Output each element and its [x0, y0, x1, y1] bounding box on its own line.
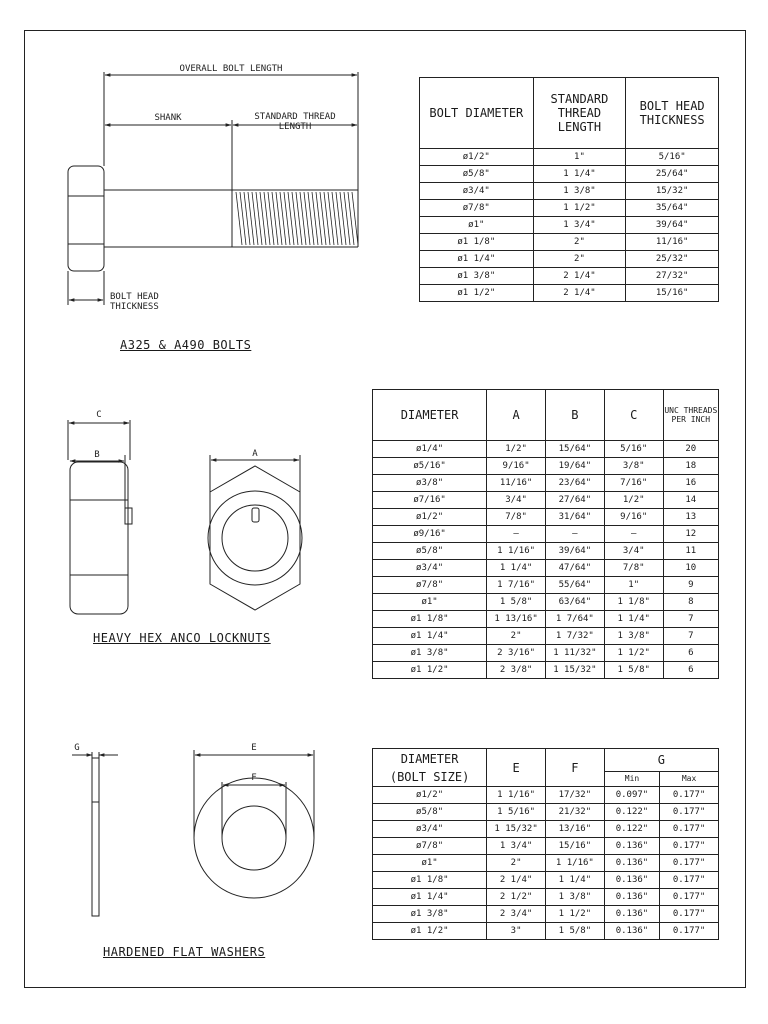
washer-dimensions-table	[372, 748, 719, 940]
cell-e: 1 3/4"	[487, 838, 546, 855]
cell-g-max: 0.177"	[660, 872, 719, 889]
dim-c: C	[96, 410, 102, 420]
cell-thread-length: 1 3/4"	[533, 217, 626, 234]
cell-f: 1 1/4"	[545, 872, 604, 889]
header-bolt-diameter: BOLT DIAMETER	[420, 78, 534, 149]
dim-e: E	[251, 743, 257, 753]
cell-thread-length: 2 1/4"	[533, 268, 626, 285]
cell-c: 1/2"	[604, 492, 663, 509]
cell-unc-threads: 9	[663, 577, 718, 594]
header-diameter-line2: (BOLT SIZE)	[389, 769, 470, 784]
cell-unc-threads: 7	[663, 628, 718, 645]
table-row	[373, 804, 719, 821]
cell-c: –	[604, 526, 663, 543]
table-row	[373, 821, 719, 838]
cell-b: 23/64"	[545, 475, 604, 492]
dim-thread-length-line1: STANDARD THREAD	[254, 112, 336, 122]
cell-diameter: ø1 1/8"	[373, 611, 487, 628]
cell-f: 15/16"	[545, 838, 604, 855]
cell-a: 11/16"	[487, 475, 546, 492]
table-row	[373, 787, 719, 804]
cell-diameter: ø1 1/8"	[420, 234, 534, 251]
table-row	[373, 594, 719, 611]
cell-head-thickness: 35/64"	[626, 200, 719, 217]
cell-unc-threads: 12	[663, 526, 718, 543]
cell-unc-threads: 7	[663, 611, 718, 628]
cell-e: 1 15/32"	[487, 821, 546, 838]
table-row	[420, 268, 719, 285]
cell-e: 2 1/2"	[487, 889, 546, 906]
header-c: C	[604, 390, 663, 441]
table-row	[420, 217, 719, 234]
cell-diameter: ø1 3/8"	[373, 906, 487, 923]
cell-head-thickness: 27/32"	[626, 268, 719, 285]
cell-diameter: ø1 1/4"	[373, 628, 487, 645]
table-row	[420, 200, 719, 217]
cell-c: 3/8"	[604, 458, 663, 475]
cell-diameter: ø1/2"	[420, 149, 534, 166]
header-unc-threads: UNC THREADS PER INCH	[663, 390, 718, 441]
cell-diameter: ø1 3/8"	[420, 268, 534, 285]
cell-f: 1 5/8"	[545, 923, 604, 940]
cell-g-max: 0.177"	[660, 906, 719, 923]
cell-a: 1 5/8"	[487, 594, 546, 611]
cell-g-min: 0.122"	[604, 821, 659, 838]
cell-f: 1 1/16"	[545, 855, 604, 872]
table-row	[420, 285, 719, 302]
table-row	[373, 855, 719, 872]
cell-c: 7/8"	[604, 560, 663, 577]
washer-side-view	[72, 752, 118, 916]
cell-g-max: 0.177"	[660, 889, 719, 906]
cell-b: 15/64"	[545, 441, 604, 458]
header-b: B	[545, 390, 604, 441]
cell-thread-length: 1 1/4"	[533, 166, 626, 183]
cell-diameter: ø3/4"	[373, 560, 487, 577]
dim-a: A	[252, 449, 258, 459]
washer-section-title: HARDENED FLAT WASHERS	[103, 945, 266, 959]
cell-g-max: 0.177"	[660, 838, 719, 855]
dim-b: B	[94, 450, 100, 460]
table-row	[420, 251, 719, 268]
table-row	[373, 526, 719, 543]
cell-f: 1 3/8"	[545, 889, 604, 906]
table-row	[373, 458, 719, 475]
cell-diameter: ø1"	[373, 855, 487, 872]
cell-unc-threads: 13	[663, 509, 718, 526]
table-row	[373, 906, 719, 923]
cell-diameter: ø5/8"	[420, 166, 534, 183]
cell-diameter: ø7/16"	[373, 492, 487, 509]
bolt-threads	[236, 192, 358, 245]
table-row	[420, 234, 719, 251]
cell-head-thickness: 11/16"	[626, 234, 719, 251]
table-row	[420, 149, 719, 166]
cell-b: 1 7/32"	[545, 628, 604, 645]
cell-unc-threads: 6	[663, 645, 718, 662]
table-row	[373, 492, 719, 509]
cell-e: 3"	[487, 923, 546, 940]
bolt-section-title: A325 & A490 BOLTS	[120, 338, 252, 352]
cell-b: 19/64"	[545, 458, 604, 475]
table-header-row	[373, 749, 719, 772]
cell-g-max: 0.177"	[660, 821, 719, 838]
table-row	[373, 509, 719, 526]
cell-unc-threads: 14	[663, 492, 718, 509]
cell-head-thickness: 15/32"	[626, 183, 719, 200]
cell-b: –	[545, 526, 604, 543]
table-row	[373, 611, 719, 628]
cell-f: 21/32"	[545, 804, 604, 821]
dim-g: G	[74, 743, 80, 753]
cell-e: 1 5/16"	[487, 804, 546, 821]
cell-unc-threads: 8	[663, 594, 718, 611]
cell-a: 1 1/4"	[487, 560, 546, 577]
cell-b: 47/64"	[545, 560, 604, 577]
cell-diameter: ø3/8"	[373, 475, 487, 492]
nut-side-view	[68, 420, 132, 614]
header-f: F	[545, 749, 604, 787]
bolt-head	[68, 166, 104, 271]
table-row	[373, 662, 719, 679]
cell-g-min: 0.136"	[604, 889, 659, 906]
dim-shank: SHANK	[154, 113, 182, 123]
cell-a: –	[487, 526, 546, 543]
cell-thread-length: 1 3/8"	[533, 183, 626, 200]
cell-diameter: ø7/8"	[373, 577, 487, 594]
cell-unc-threads: 16	[663, 475, 718, 492]
cell-g-min: 0.136"	[604, 838, 659, 855]
cell-unc-threads: 18	[663, 458, 718, 475]
cell-a: 1 7/16"	[487, 577, 546, 594]
cell-c: 1"	[604, 577, 663, 594]
cell-diameter: ø3/4"	[373, 821, 487, 838]
cell-a: 2 3/8"	[487, 662, 546, 679]
cell-diameter: ø7/8"	[420, 200, 534, 217]
cell-head-thickness: 39/64"	[626, 217, 719, 234]
cell-diameter: ø1"	[420, 217, 534, 234]
header-a: A	[487, 390, 546, 441]
cell-thread-length: 1"	[533, 149, 626, 166]
cell-diameter: ø1 1/4"	[420, 251, 534, 268]
table-row	[420, 183, 719, 200]
cell-c: 9/16"	[604, 509, 663, 526]
bolt-dimensions-table	[419, 77, 719, 302]
cell-head-thickness: 5/16"	[626, 149, 719, 166]
cell-unc-threads: 20	[663, 441, 718, 458]
bolt-drawing	[68, 72, 358, 305]
cell-head-thickness: 25/64"	[626, 166, 719, 183]
cell-c: 1 3/8"	[604, 628, 663, 645]
cell-head-thickness: 25/32"	[626, 251, 719, 268]
cell-thread-length: 1 1/2"	[533, 200, 626, 217]
table-row	[373, 560, 719, 577]
cell-unc-threads: 10	[663, 560, 718, 577]
cell-diameter: ø1 1/4"	[373, 889, 487, 906]
cell-c: 5/16"	[604, 441, 663, 458]
header-thread-length: STANDARD THREAD LENGTH	[533, 78, 626, 149]
cell-b: 1 7/64"	[545, 611, 604, 628]
dim-head-thickness-line2: THICKNESS	[110, 302, 159, 312]
header-g: G	[604, 749, 718, 772]
cell-a: 2 3/16"	[487, 645, 546, 662]
cell-diameter: ø7/8"	[373, 838, 487, 855]
cell-diameter: ø5/8"	[373, 804, 487, 821]
cell-g-max: 0.177"	[660, 804, 719, 821]
cell-e: 2"	[487, 855, 546, 872]
table-header-row	[420, 78, 719, 149]
cell-f: 1 1/2"	[545, 906, 604, 923]
table-row	[420, 166, 719, 183]
cell-c: 1 5/8"	[604, 662, 663, 679]
table-header-row	[373, 390, 719, 441]
table-row	[373, 441, 719, 458]
cell-diameter: ø5/8"	[373, 543, 487, 560]
header-g-min: Min	[604, 772, 659, 787]
cell-diameter: ø1 1/2"	[420, 285, 534, 302]
cell-e: 1 1/16"	[487, 787, 546, 804]
cell-c: 1 1/8"	[604, 594, 663, 611]
cell-a: 9/16"	[487, 458, 546, 475]
table-row	[373, 628, 719, 645]
header-head-thickness: BOLT HEAD THICKNESS	[626, 78, 719, 149]
header-diameter-line1: DIAMETER	[400, 751, 459, 766]
cell-e: 2 1/4"	[487, 872, 546, 889]
cell-diameter: ø1/2"	[373, 787, 487, 804]
cell-g-min: 0.136"	[604, 906, 659, 923]
cell-a: 3/4"	[487, 492, 546, 509]
cell-b: 27/64"	[545, 492, 604, 509]
cell-c: 1 1/2"	[604, 645, 663, 662]
cell-unc-threads: 11	[663, 543, 718, 560]
cell-unc-threads: 6	[663, 662, 718, 679]
cell-b: 31/64"	[545, 509, 604, 526]
nut-front-view	[208, 455, 302, 610]
locknut-dimensions-table	[372, 389, 719, 679]
cell-g-min: 0.122"	[604, 804, 659, 821]
cell-g-min: 0.136"	[604, 872, 659, 889]
table-row	[373, 872, 719, 889]
dim-f: F	[251, 773, 257, 783]
cell-b: 63/64"	[545, 594, 604, 611]
cell-g-min: 0.136"	[604, 923, 659, 940]
cell-b: 39/64"	[545, 543, 604, 560]
cell-diameter: ø1/4"	[373, 441, 487, 458]
cell-thread-length: 2 1/4"	[533, 285, 626, 302]
cell-diameter: ø1/2"	[373, 509, 487, 526]
cell-a: 2"	[487, 628, 546, 645]
cell-diameter: ø1 1/8"	[373, 872, 487, 889]
cell-diameter: ø1 1/2"	[373, 662, 487, 679]
cell-b: 55/64"	[545, 577, 604, 594]
cell-f: 13/16"	[545, 821, 604, 838]
cell-diameter: ø1"	[373, 594, 487, 611]
cell-diameter: ø1 3/8"	[373, 645, 487, 662]
table-row	[373, 923, 719, 940]
cell-diameter: ø9/16"	[373, 526, 487, 543]
header-e: E	[487, 749, 546, 787]
cell-a: 7/8"	[487, 509, 546, 526]
cell-a: 1 1/16"	[487, 543, 546, 560]
table-row	[373, 577, 719, 594]
table-row	[373, 838, 719, 855]
cell-f: 17/32"	[545, 787, 604, 804]
cell-g-min: 0.097"	[604, 787, 659, 804]
cell-c: 3/4"	[604, 543, 663, 560]
cell-thread-length: 2"	[533, 251, 626, 268]
cell-thread-length: 2"	[533, 234, 626, 251]
table-row	[373, 645, 719, 662]
cell-diameter: ø5/16"	[373, 458, 487, 475]
table-row	[373, 543, 719, 560]
cell-g-min: 0.136"	[604, 855, 659, 872]
cell-a: 1/2"	[487, 441, 546, 458]
cell-diameter: ø3/4"	[420, 183, 534, 200]
table-row	[373, 475, 719, 492]
dim-overall-bolt-length: OVERALL BOLT LENGTH	[179, 64, 283, 74]
cell-c: 7/16"	[604, 475, 663, 492]
dim-head-thickness-line1: BOLT HEAD	[110, 292, 159, 302]
header-g-max: Max	[660, 772, 719, 787]
dim-thread-length-line2: LENGTH	[278, 122, 312, 132]
table-row	[373, 889, 719, 906]
nut-section-title: HEAVY HEX ANCO LOCKNUTS	[93, 631, 271, 645]
cell-c: 1 1/4"	[604, 611, 663, 628]
header-diameter: DIAMETER	[373, 390, 487, 441]
cell-a: 1 13/16"	[487, 611, 546, 628]
cell-diameter: ø1 1/2"	[373, 923, 487, 940]
cell-g-max: 0.177"	[660, 923, 719, 940]
cell-e: 2 3/4"	[487, 906, 546, 923]
cell-head-thickness: 15/16"	[626, 285, 719, 302]
cell-b: 1 11/32"	[545, 645, 604, 662]
cell-b: 1 15/32"	[545, 662, 604, 679]
header-diameter-bolt-size	[373, 749, 487, 787]
cell-g-max: 0.177"	[660, 855, 719, 872]
cell-g-max: 0.177"	[660, 787, 719, 804]
